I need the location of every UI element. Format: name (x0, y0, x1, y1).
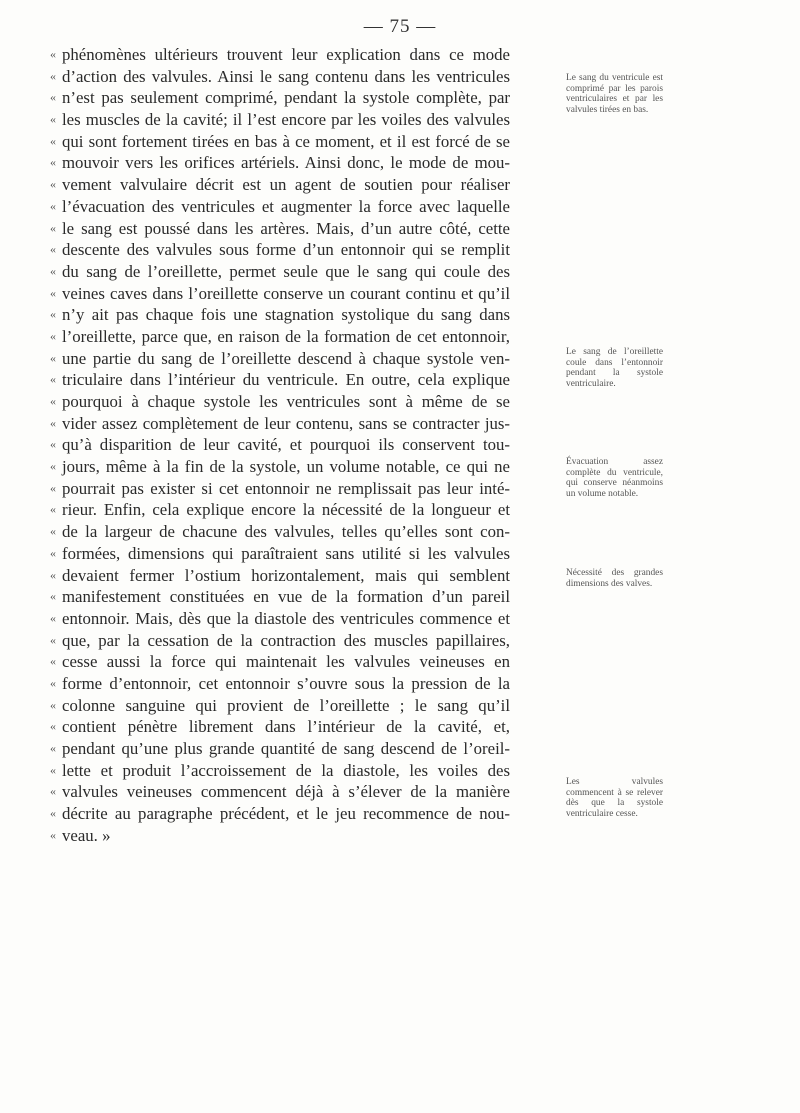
text-line: « triculaire dans l’intérieur du ventricule. En outre, cela explique (50, 370, 510, 390)
quote-mark: « (50, 741, 56, 755)
text-line: « pendant qu’une plus grande quantité de sang descend de l’oreil- (50, 739, 510, 758)
text-line: « que, par la cessation de la contraction des muscles papillaires, (50, 630, 510, 650)
text-line: « l’oreillette, parce que, en raison de la formation de cet entonnoir, (50, 326, 510, 346)
quote-mark: « (50, 524, 56, 539)
quote-mark: « (50, 632, 56, 647)
text-line: « vement valvulaire décrit est un agent de soutien pour réaliser (50, 175, 510, 195)
quote-mark: « (50, 155, 56, 170)
page-number: — 75 — (363, 16, 437, 37)
text-line: « veau. » (50, 825, 111, 845)
text-line: « rieur. Enfin, cela explique encore la nécessité de la longueur et (50, 500, 510, 520)
quote-mark: « (50, 307, 56, 322)
text-line: « vider assez complètement de leur contenu, sans se contracter jus- (50, 413, 510, 433)
quote-mark: « (50, 784, 56, 799)
quote-mark: « (50, 610, 56, 625)
text-line: « descente des valvules sous forme d’un entonnoir qui se remplit (50, 240, 510, 260)
quote-mark: « (50, 415, 56, 430)
text-line: « n’y ait pas chaque fois une stagnation systolique du sang dans (50, 305, 510, 325)
quote-mark: « (50, 762, 56, 777)
quote-mark: « (50, 133, 56, 148)
quote-mark: « (50, 90, 56, 105)
text-line: « les muscles de la cavité; il l’est encore par les voiles des valvules (50, 110, 510, 130)
quote-mark: « (50, 285, 56, 300)
quote-mark: « (50, 480, 56, 495)
text-line: « entonnoir. Mais, dès que la diastole des ventricules commence et (50, 608, 510, 628)
quote-mark: « (50, 112, 56, 127)
text-line: « de la largeur de chacune des valvules, telles qu’elles sont con- (50, 522, 510, 542)
margin-note: Le sang de l’oreillette coule dans l’entonnoir pendant la systole ventriculaire. (566, 347, 663, 389)
text-line: « d’action des valvules. Ainsi le sang contenu dans les ventricules (50, 66, 510, 86)
quote-mark: « (50, 242, 56, 257)
text-line: « pourrait pas exister si cet entonnoir ne remplissait pas leur inté- (50, 478, 510, 498)
text-line: « contient pénètre librement dans l’intérieur de la cavité, et, (50, 717, 510, 737)
body-text (50, 44, 510, 846)
text-line: « mouvoir vers les orifices artériels. Ainsi donc, le mode de mou- (50, 153, 510, 173)
margin-note: Nécessité des grandes dimensions des valves. (566, 568, 663, 589)
text-line: « une partie du sang de l’oreillette descend à chaque systole ven- (50, 348, 510, 368)
text-line: « l’évacuation des ventricules et augmenter la force avec laquelle (50, 196, 510, 216)
text-line: « le sang est poussé dans les artères. Mais, d’un autre côté, cette (50, 218, 510, 238)
quote-mark: « (50, 198, 56, 213)
quote-mark: « (50, 719, 56, 734)
text-line: « jours, même à la fin de la systole, un volume notable, ce qui ne (50, 457, 510, 477)
text-line: « formées, dimensions qui paraîtraient sans utilité si les valvules (50, 543, 510, 563)
margin-note: Évacuation assez complète du ventricule, qui conserve néanmoins un volume notable. (566, 457, 663, 499)
text-line: « cesse aussi la force qui maintenait les valvules veineuses en (50, 652, 510, 672)
quote-mark: « (50, 806, 56, 821)
quote-mark: « (50, 263, 56, 278)
text-line: « qui sont fortement tirées en bas à ce moment, et il est forcé de se (50, 131, 510, 151)
quote-mark: « (50, 177, 56, 192)
quote-mark: « (50, 437, 56, 452)
quote-mark: « (50, 220, 56, 235)
text-line: « n’est pas seulement comprimé, pendant la systole complète, par (50, 88, 510, 108)
quote-mark: « (50, 675, 56, 690)
text-line: « lette et produit l’accroissement de la diastole, les voiles des (50, 760, 510, 780)
quote-mark: « (50, 459, 56, 474)
quote-mark: « (50, 697, 56, 712)
quote-mark: « (50, 372, 56, 387)
quote-mark: « (50, 545, 56, 560)
quote-mark: « (50, 328, 56, 343)
text-line: « veines caves dans l’oreillette conserve un courant continu et qu’il (50, 283, 510, 303)
quote-mark: « (50, 350, 56, 365)
text-line: « du sang de l’oreillette, permet seule que le sang qui coule des (50, 261, 510, 281)
quote-mark: « (50, 827, 56, 842)
text-line: « décrite au paragraphe précédent, et le jeu recommence de nou- (50, 804, 510, 824)
text-line: « pourquoi à chaque systole les ventricules sont à même de se (50, 392, 510, 411)
margin-note: Le sang du ventricule est comprimé par les parois ventriculaires et par les valvules tirées en bas. (566, 73, 663, 115)
text-line: « forme d’entonnoir, cet entonnoir s’ouvre sous la pression de la (50, 673, 510, 693)
text-line: « phénomènes ultérieurs trouvent leur explication dans ce mode (50, 45, 510, 64)
quote-mark: « (50, 654, 56, 669)
quote-mark: « (50, 394, 56, 408)
quote-mark: « (50, 567, 56, 582)
quote-mark: « (50, 47, 56, 61)
quote-mark: « (50, 589, 56, 604)
quote-mark: « (50, 68, 56, 83)
text-line: « colonne sanguine qui provient de l’oreillette ; le sang qu’il (50, 695, 510, 715)
quote-mark: « (50, 502, 56, 517)
margin-note: Les valvules commencent à se relever dès que la systole ventriculaire cesse. (566, 777, 663, 819)
text-line: « qu’à disparition de leur cavité, et pourquoi ils conservent tou- (50, 435, 510, 455)
text-line: « manifestement constituées en vue de la formation d’un pareil (50, 587, 510, 607)
text-line: « devaient fermer l’ostium horizontalement, mais qui semblent (50, 565, 510, 585)
text-line: « valvules veineuses commencent déjà à s’élever de la manière (50, 782, 510, 802)
